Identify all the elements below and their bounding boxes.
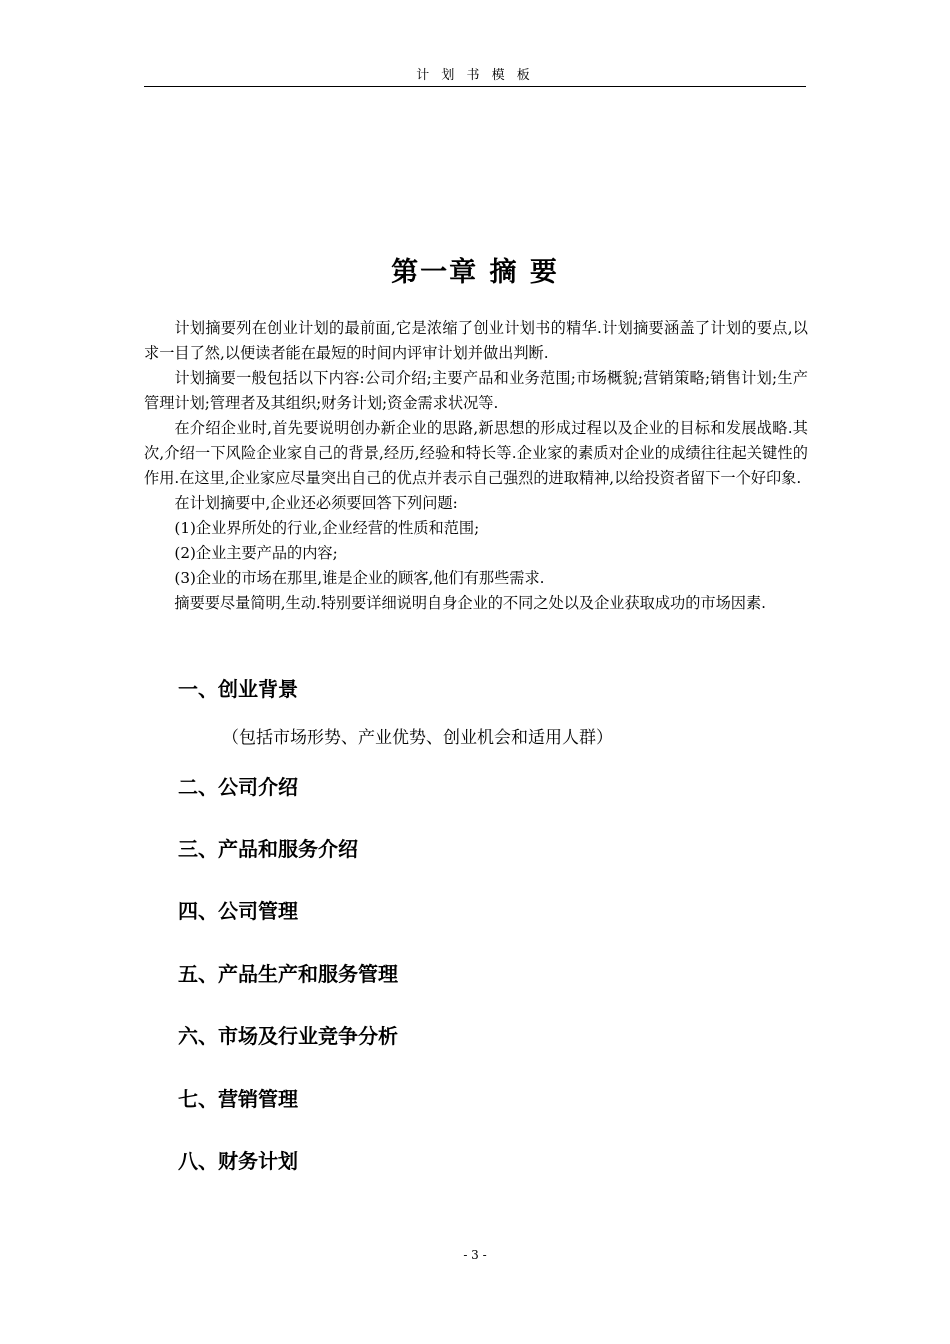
section-heading-company: 二、公司介绍 — [178, 775, 298, 799]
section-heading-background: 一、创业背景 — [178, 677, 298, 701]
section-heading-marketing: 七、营销管理 — [178, 1087, 298, 1111]
section-note: （包括市场形势、产业优势、创业机会和适用人群） — [222, 728, 613, 748]
chapter-title: 第一章 摘 要 — [391, 257, 559, 288]
section-heading-production: 五、产品生产和服务管理 — [178, 962, 398, 986]
question-item-1: (1)企业界所处的行业,企业经营的性质和范围; — [174, 519, 480, 537]
question-item-2: (2)企业主要产品的内容; — [174, 544, 338, 562]
section-heading-products: 三、产品和服务介绍 — [178, 837, 358, 861]
header-rule — [144, 86, 806, 87]
page-number: - 3 - — [463, 1248, 487, 1262]
paragraph-contents: 计划摘要一般包括以下内容:公司介绍;主要产品和业务范围;市场概貌;营销策略;销售计划;生产管理计划;管理者及其组织;财务计划;资金需求状况等. — [144, 369, 808, 412]
section-heading-market: 六、市场及行业竞争分析 — [178, 1024, 398, 1048]
section-heading-management: 四、公司管理 — [178, 899, 298, 923]
section-heading-finance: 八、财务计划 — [178, 1149, 298, 1173]
paragraph-intro: 计划摘要列在创业计划的最前面,它是浓缩了创业计划书的精华.计划摘要涵盖了计划的要点,以求一目了然,以便读者能在最短的时间内评审计划并做出判断. — [144, 319, 808, 362]
summary-body — [144, 316, 808, 616]
paragraph-conclusion: 摘要要尽量简明,生动.特别要详细说明自身企业的不同之处以及企业获取成功的市场因素. — [174, 594, 766, 612]
paragraph-questions: 在计划摘要中,企业还必须要回答下列问题: — [174, 494, 458, 512]
running-header: 计 划 书 模 板 — [416, 68, 534, 83]
question-item-3: (3)企业的市场在那里,谁是企业的顾客,他们有那些需求. — [174, 569, 545, 587]
paragraph-company: 在介绍企业时,首先要说明创办新企业的思路,新思想的形成过程以及企业的目标和发展战略.其次,介绍一下风险企业家自己的背景,经历,经验和特长等.企业家的素质对企业的成绩往往起关键性的作用.在这里,企业家应尽量突出自己的优点并表示自己强烈的进取精神,以给投资者留下一个好印象. — [144, 419, 808, 487]
